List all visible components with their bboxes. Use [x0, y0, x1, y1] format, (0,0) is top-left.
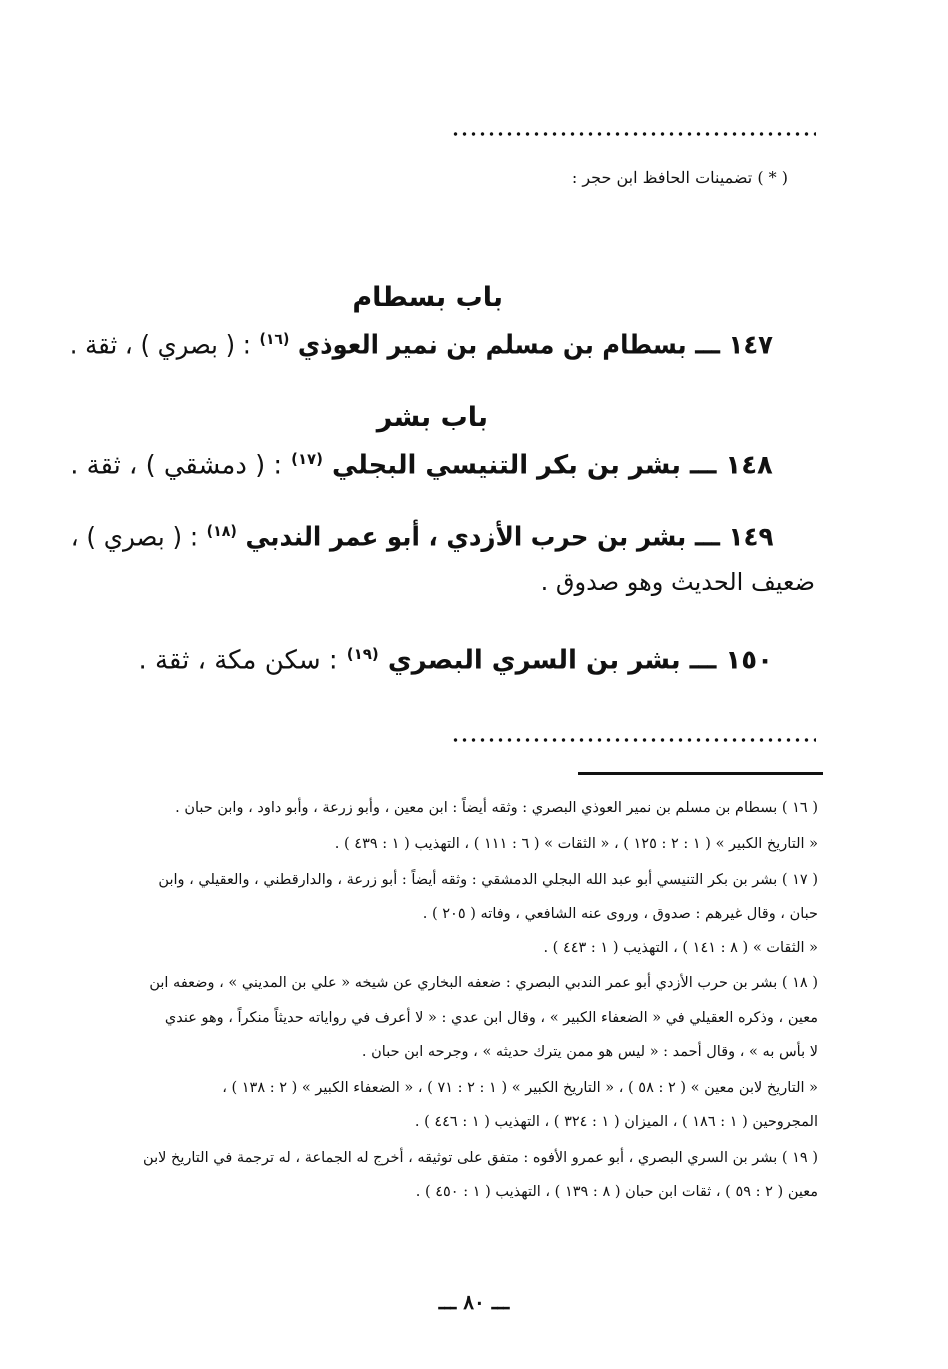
footnote-18-line-1: ( ١٨ ) بشر بن حرب الأزدي أبو عمر الندبي البصري : ضعفه البخاري عن شيخه « علي بن المديني » ، وضعفه ابن: [149, 975, 818, 991]
footnote-19-line-2: معين ( ٢ : ٥٩ ) ، ثقات ابن حبان ( ٨ : ١٣٩ ) ، التهذيب ( ١ : ٤٥٠ ) .: [415, 1184, 818, 1200]
footnote-ref[interactable]: (١٩): [346, 645, 379, 663]
footnote-18-line-5: المجروحين ( ١ : ١٨٦ ) ، الميزان ( ١ : ٣٢٤ ) ، التهذيب ( ١ : ٤٤٦ ) .: [414, 1114, 818, 1130]
entry-number: ١٤٩ ـــ: [694, 522, 773, 553]
entry-name: بسطام بن مسلم بن نمير العوذي: [297, 330, 687, 361]
footnote-17-line-3: « الثقات » ( ٨ : ١٤١ ) ، التهذيب ( ١ : ٤٤٣ ) .: [543, 940, 818, 956]
footnote-18-line-4: « التاريخ لابن معين » ( ٢ : ٥٨ ) ، « التاريخ الكبير » ( ١ : ٢ : ٧١ ) ، « الضعفاء الكبير » ( ٢ : ١٣٨ ) ،: [222, 1080, 818, 1096]
footnote-17-line-1: ( ١٧ ) بشر بن بكر التنيسي أبو عبد الله البجلي الدمشقي : وثقه أيضاً : أبو زرعة ، والدارقطني ، والعقيلي ، وابن: [158, 872, 818, 888]
entry-description: : ( بصري ) ، ثقة .: [69, 330, 252, 361]
section-heading-bastam: باب بسطام: [352, 282, 503, 313]
dotted-separator-top: [451, 131, 816, 137]
entry-149: [70, 522, 773, 553]
entry-148: [70, 450, 773, 481]
entry-name: بشر بن بكر التنيسي البجلي: [332, 450, 682, 481]
footnote-18-line-3: لا بأس به » ، وقال أحمد : « ليس هو ممن يترك حديثه » ، وجرحه ابن حبان .: [361, 1044, 818, 1060]
entry-number: ١٤٨ ـــ: [690, 450, 773, 481]
entry-149-continuation: ضعيف الحديث وهو صدوق .: [540, 568, 815, 596]
footnote-ref[interactable]: (١٧): [291, 450, 324, 468]
header-note: ( * ) تضمينات الحافظ ابن حجر :: [571, 168, 788, 187]
entry-description: : ( بصري ) ،: [70, 522, 198, 553]
entry-name: بشر بن السري البصري: [387, 645, 681, 676]
entry-150: [138, 645, 773, 676]
dotted-separator-bottom: [451, 737, 816, 743]
footnote-18-line-2: معين ، وذكره العقيلي في « الضعفاء الكبير » ، وقال ابن عدي : « لا أعرف في رواياته حديثاً منكراً ، وهو عندي: [164, 1010, 818, 1026]
footnote-rule: [578, 772, 823, 775]
page-number: ـــ ٨٠ ـــ: [438, 1290, 510, 1314]
footnote-16-line-2: « التاريخ الكبير » ( ١ : ٢ : ١٢٥ ) ، « الثقات » ( ٦ : ١١١ ) ، التهذيب ( ١ : ٤٣٩ ) .: [334, 836, 818, 852]
entry-number: ١٤٧ ـــ: [695, 330, 773, 361]
footnote-ref[interactable]: (١٦): [259, 330, 290, 348]
entry-number: ١٥٠ ـــ: [689, 645, 773, 676]
section-heading-bishr: باب بشر: [376, 402, 488, 433]
footnote-ref[interactable]: (١٨): [206, 522, 237, 540]
footnote-16-line-1: ( ١٦ ) بسطام بن مسلم بن نمير العوذي البصري : وثقه أيضاً : ابن معين ، وأبو زرعة ، وأبو داود ، وابن حبان .: [175, 800, 818, 816]
footnote-19-line-1: ( ١٩ ) بشر بن السري البصري ، أبو عمرو الأفوه : متفق على توثيقه ، أخرج له الجماعة ، له ترجمة في التاريخ لابن: [143, 1150, 818, 1166]
footnote-17-line-2: حبان ، وقال غيرهم : صدوق ، وروى عنه الشافعي ، وفاته ( ٢٠٥ ) .: [422, 906, 818, 922]
entry-147: [70, 330, 773, 361]
entry-description: : ( دمشقي ) ، ثقة .: [70, 450, 283, 481]
entry-description: : سكن مكة ، ثقة .: [138, 645, 338, 676]
entry-name: بشر بن حرب الأزدي ، أبو عمر الندبي: [244, 522, 686, 553]
